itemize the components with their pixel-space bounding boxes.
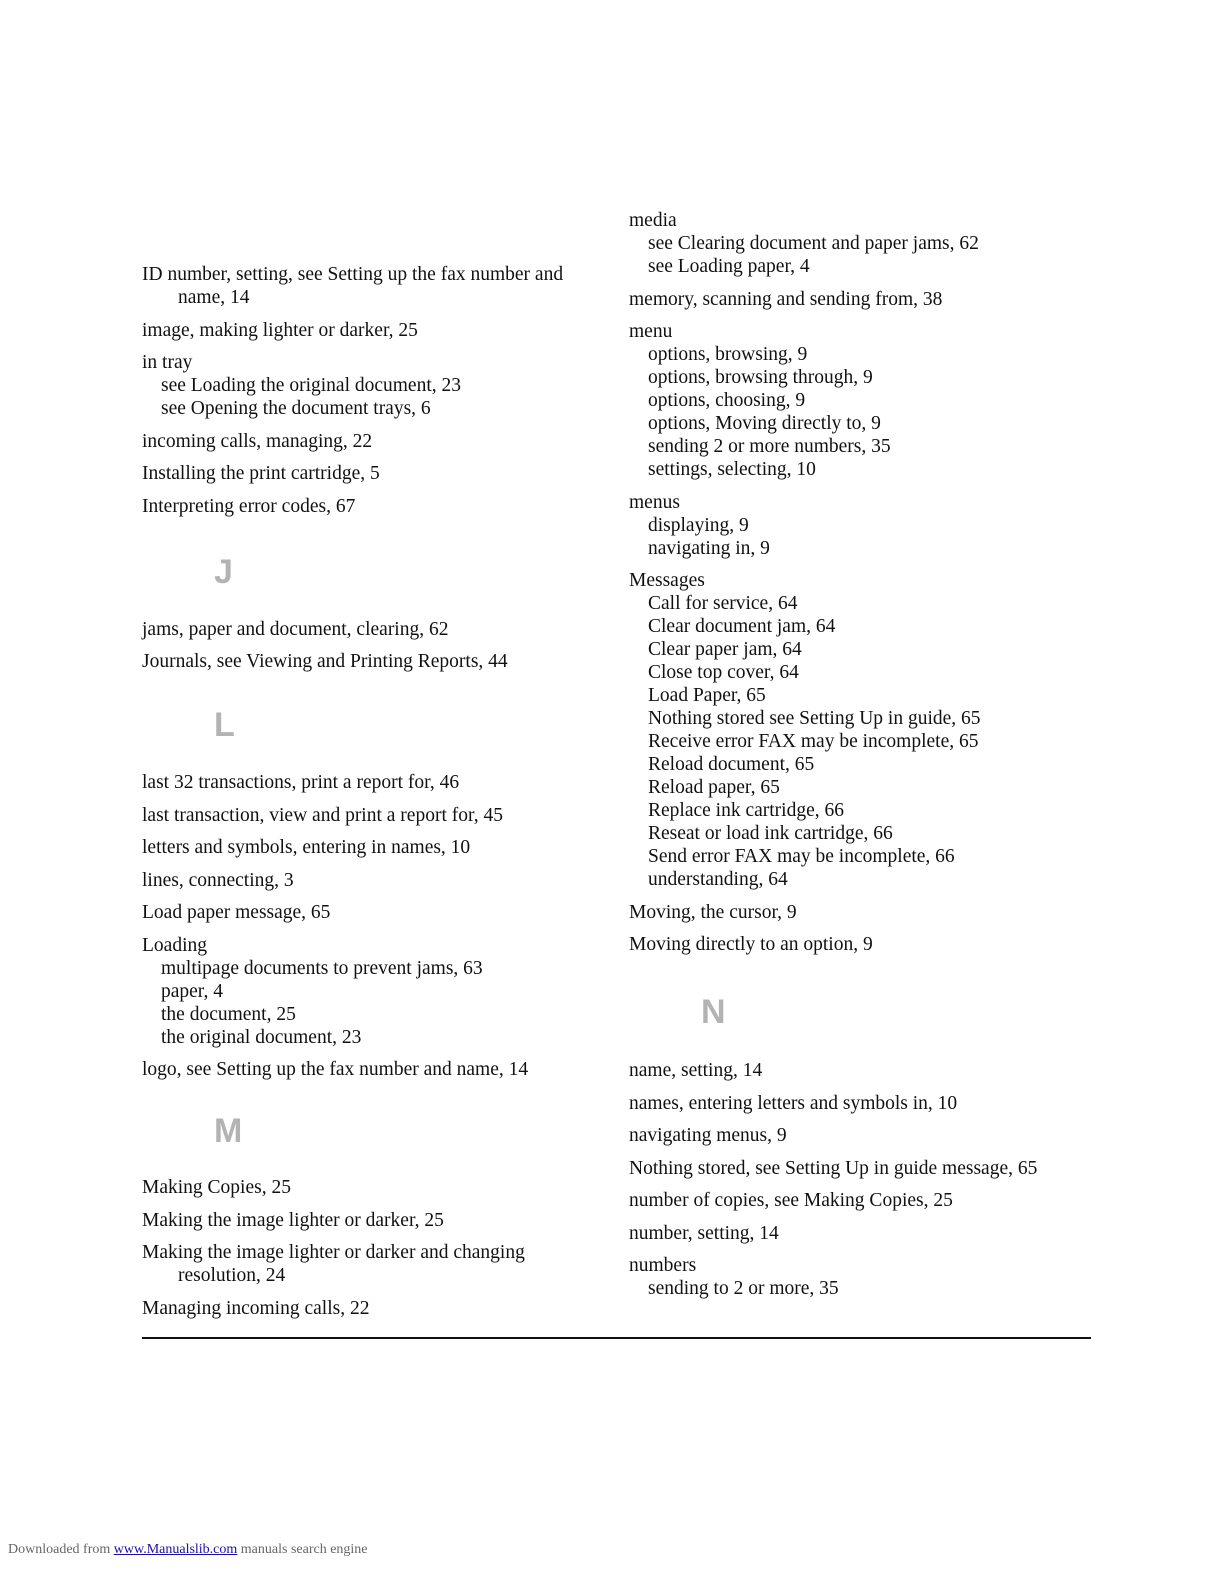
bottom-rule	[142, 1337, 1091, 1339]
index-term: navigating menus, 9	[629, 1125, 787, 1146]
index-subterm: understanding, 64	[648, 869, 788, 890]
index-term: Managing incoming calls, 22	[142, 1297, 370, 1319]
index-term: menu	[629, 321, 673, 342]
index-entry	[142, 319, 612, 342]
index-term: number, setting, 14	[629, 1222, 779, 1244]
section-letter-m: M	[214, 1112, 243, 1150]
index-term: Installing the print cartridge, 5	[142, 463, 380, 484]
index-entry	[142, 901, 612, 924]
footer-prefix: Downloaded from	[8, 1542, 114, 1557]
index-term: logo, see Setting up the fax number and name, 14	[142, 1059, 529, 1080]
index-term: Messages	[629, 570, 705, 591]
index-term: incoming calls, managing, 22	[142, 430, 373, 452]
index-entry	[142, 1241, 612, 1287]
index-entry	[629, 1254, 1099, 1300]
index-entry	[629, 1092, 1099, 1115]
index-subterm: Close top cover, 64	[648, 662, 799, 683]
index-term: memory, scanning and sending from, 38	[629, 288, 943, 310]
index-entry	[142, 495, 612, 518]
index-subterm: Reseat or load ink cartridge, 66	[648, 823, 893, 844]
index-term: Moving directly to an option, 9	[629, 934, 873, 955]
index-term: Journals, see Viewing and Printing Reports, 44	[142, 651, 508, 672]
index-subterm: Replace ink cartridge, 66	[648, 800, 844, 821]
index-entry	[629, 901, 1099, 924]
index-subterm: Nothing stored see Setting Up in guide, 65	[648, 708, 981, 729]
index-subterm: Receive error FAX may be incomplete, 65	[648, 731, 979, 752]
index-group-m	[142, 1176, 612, 1320]
index-subterm: see Loading paper, 4	[648, 256, 810, 277]
index-term: in tray	[142, 352, 193, 373]
index-term: name, setting, 14	[629, 1060, 763, 1081]
index-subterm: the document, 25	[161, 1003, 296, 1025]
index-entry	[142, 836, 612, 859]
section-letter-l: L	[214, 706, 235, 744]
index-entry	[142, 771, 612, 794]
index-subterm: Call for service, 64	[648, 593, 798, 614]
section-letter-j: J	[214, 552, 233, 591]
index-term: menus	[629, 491, 680, 513]
index-term: Load paper message, 65	[142, 902, 331, 923]
index-group-m-continued	[629, 209, 1099, 956]
index-entry	[142, 1297, 612, 1320]
index-subterm: Clear document jam, 64	[648, 616, 836, 637]
index-term: Interpreting error codes, 67	[142, 495, 356, 517]
index-subterm: Send error FAX may be incomplete, 66	[648, 846, 955, 867]
index-subterm: paper, 4	[161, 980, 224, 1002]
index-entry	[142, 650, 612, 673]
index-subterm: Clear paper jam, 64	[648, 639, 802, 660]
index-group-j	[142, 618, 612, 674]
index-term: lines, connecting, 3	[142, 869, 294, 891]
index-entry	[142, 1058, 612, 1081]
index-entry	[629, 1222, 1099, 1245]
index-term: Making the image lighter or darker, 25	[142, 1209, 444, 1231]
index-subterm: options, browsing, 9	[648, 344, 808, 365]
index-term: media	[629, 210, 677, 231]
footer-link[interactable]: www.Manualslib.com	[113, 1542, 238, 1557]
index-group-l	[142, 771, 612, 1081]
index-subterm: Load Paper, 65	[648, 685, 766, 706]
index-subterm: options, browsing through, 9	[648, 367, 873, 388]
index-entry	[142, 263, 612, 309]
index-term: names, entering letters and symbols in, 10	[629, 1092, 958, 1114]
index-entry	[142, 869, 612, 892]
index-group-i	[142, 263, 612, 518]
index-entry	[629, 320, 1099, 481]
index-entry	[142, 934, 612, 1049]
index-entry	[142, 430, 612, 453]
footer	[8, 1542, 368, 1558]
index-entry	[629, 569, 1099, 891]
index-entry	[629, 1124, 1099, 1147]
index-entry	[629, 933, 1099, 956]
index-term: Making the image lighter or darker and changing resolution, 24	[142, 1242, 525, 1286]
index-term: jams, paper and document, clearing, 62	[142, 618, 449, 640]
index-subterm: Reload paper, 65	[648, 777, 780, 798]
index-entry	[629, 491, 1099, 560]
index-subterm: see Loading the original document, 23	[161, 375, 462, 396]
index-subterm: sending to 2 or more, 35	[648, 1278, 839, 1299]
index-subterm: displaying, 9	[648, 514, 749, 536]
index-right-column	[629, 209, 1099, 1310]
index-term: Making Copies, 25	[142, 1177, 291, 1198]
index-entry	[142, 1209, 612, 1232]
index-term: Loading	[142, 934, 207, 956]
index-subterm: Reload document, 65	[648, 754, 815, 775]
index-term: ID number, setting, see Setting up the fax number and name, 14	[142, 264, 564, 308]
index-subterm: options, Moving directly to, 9	[648, 413, 881, 434]
index-term: Moving, the cursor, 9	[629, 901, 797, 923]
index-term: Nothing stored, see Setting Up in guide message, 65	[629, 1157, 1038, 1179]
footer-suffix: manuals search engine	[237, 1542, 368, 1557]
index-subterm: the original document, 23	[161, 1026, 362, 1048]
index-left-column	[142, 263, 612, 1329]
index-entry	[142, 462, 612, 485]
index-entry	[142, 1176, 612, 1199]
index-subterm: see Opening the document trays, 6	[161, 398, 431, 419]
index-subterm: navigating in, 9	[648, 537, 770, 559]
index-term: last 32 transactions, print a report for, 46	[142, 772, 460, 793]
index-group-n	[629, 1059, 1099, 1300]
index-entry	[142, 351, 612, 420]
index-term: letters and symbols, entering in names, 10	[142, 837, 471, 858]
index-term: image, making lighter or darker, 25	[142, 319, 418, 341]
index-entry	[629, 1059, 1099, 1082]
index-entry	[629, 1157, 1099, 1180]
index-subterm: multipage documents to prevent jams, 63	[161, 957, 483, 979]
section-letter-n: N	[701, 993, 726, 1031]
index-term: last transaction, view and print a report for, 45	[142, 804, 503, 826]
index-subterm: options, choosing, 9	[648, 390, 806, 411]
index-entry	[629, 209, 1099, 278]
index-entry	[629, 1189, 1099, 1212]
index-entry	[629, 288, 1099, 311]
index-subterm: sending 2 or more numbers, 35	[648, 436, 891, 457]
index-term: number of copies, see Making Copies, 25	[629, 1190, 953, 1211]
index-entry	[142, 804, 612, 827]
index-subterm: see Clearing document and paper jams, 62	[648, 233, 979, 254]
index-subterm: settings, selecting, 10	[648, 459, 816, 480]
index-term: numbers	[629, 1255, 697, 1276]
index-entry	[142, 618, 612, 641]
